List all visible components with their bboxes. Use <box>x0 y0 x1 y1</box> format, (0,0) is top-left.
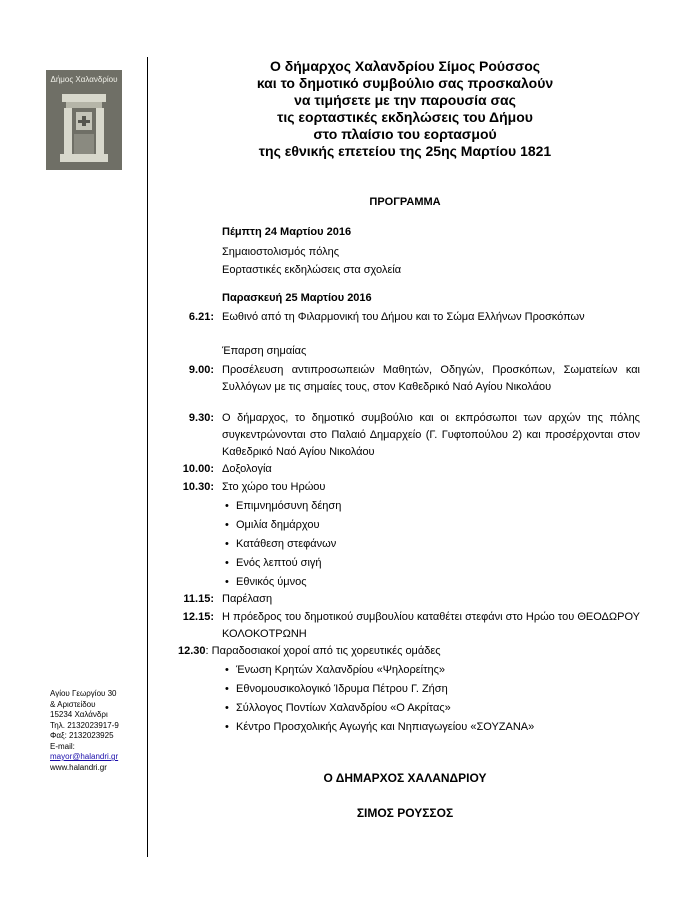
event-desc: Δοξολογία <box>222 463 272 475</box>
event-row <box>150 362 640 396</box>
event-time: 10.00: <box>182 463 214 475</box>
event-row <box>150 479 640 496</box>
event-row <box>150 343 640 360</box>
header-line: στο πλαίσιο του εορτασμού <box>313 126 497 142</box>
ceremony-bullet-list <box>222 497 341 592</box>
bullet-item: • Σύλλογος Ποντίων Χαλανδρίου «Ο Ακρίτας» <box>225 702 451 714</box>
event-time <box>150 343 222 360</box>
invitation-header <box>185 58 625 160</box>
day1-title: Πέμπτη 24 Μαρτίου 2016 <box>222 226 352 238</box>
event-row <box>150 309 640 326</box>
header-line: της εθνικής επετείου της 25ης Μαρτίου 1821 <box>258 143 552 159</box>
monument-icon <box>56 90 112 166</box>
day1-item: Εορταστικές εκδηλώσεις στα σχολεία <box>222 264 402 276</box>
event-desc: : Παραδοσιακοί χοροί από τις χορευτικές ομάδες <box>205 645 441 657</box>
bullet-item: • Εθνομουσικολογικό Ίδρυμα Πέτρου Γ. Ζήση <box>225 683 448 695</box>
event-row <box>150 410 640 461</box>
address-block <box>50 689 119 773</box>
event-time: 11.15: <box>183 593 214 605</box>
event-row <box>150 643 640 660</box>
header-line: τις εορταστικές εκδηλώσεις του Δήμου <box>277 109 533 125</box>
header-line: και το δημοτικό συμβούλιο σας προσκαλούν <box>256 75 554 91</box>
website-text: www.halandri.gr <box>50 762 107 772</box>
event-row <box>150 609 640 643</box>
bullet-item: • Ένωση Κρητών Χαλανδρίου «Ψηλορείτης» <box>225 664 445 676</box>
event-desc: Παρέλαση <box>222 593 273 605</box>
header-line: να τιμήσετε με την παρουσία σας <box>294 92 516 108</box>
event-row <box>150 461 640 478</box>
address-line: & Αριστείδου <box>50 699 96 709</box>
event-time: 9.30: <box>188 412 214 424</box>
address-line: Αγίου Γεωργίου 30 <box>50 689 117 698</box>
event-desc: Προσέλευση αντιπροσωπειών Μαθητών, Οδηγών, Προσκόπων, Σωματείων και Συλλόγων με τις σημαίες τους, στον Καθεδρικό Ναό Αγίου Νικολάου <box>222 364 640 393</box>
email-link[interactable]: mayor@halandri.gr <box>50 752 119 761</box>
event-desc: Η πρόεδρος του δημοτικού συμβουλίου καταθέτει στεφάνι στο Ηρώο του ΘΕΟΔΩΡΟΥ ΚΟΛΟΚΟΤΡΩΝΗ <box>222 611 640 640</box>
event-desc: Εωθινό από τη Φιλαρμονική του Δήμου και το Σώμα Ελλήνων Προσκόπων <box>222 311 585 323</box>
day2-title: Παρασκευή 25 Μαρτίου 2016 <box>222 292 372 304</box>
header-line: Ο δήμαρχος Χαλανδρίου Σίμος Ρούσσος <box>269 58 541 74</box>
event-desc: Στο χώρο του Ηρώου <box>222 481 326 493</box>
signature-title: Ο ΔΗΜΑΡΧΟΣ ΧΑΛΑΝΔΡΙΟΥ <box>323 771 487 785</box>
event-time: 6.21: <box>188 311 214 323</box>
bullet-item: • Κέντρο Προσχολικής Αγωγής και Νηπιαγωγείου «ΣΟΥΖΑΝΑ» <box>225 721 535 733</box>
address-line: 15234 Χαλάνδρι <box>50 710 108 719</box>
bullet-item: • Ενός λεπτού σιγή <box>225 557 322 569</box>
event-desc: Έπαρση σημαίας <box>222 345 307 357</box>
bullet-item: • Κατάθεση στεφάνων <box>225 538 337 550</box>
municipality-logo <box>46 70 122 170</box>
signature-name: ΣΙΜΟΣ ΡΟΥΣΣΟΣ <box>356 806 454 820</box>
event-time: 9.00: <box>188 364 214 376</box>
bullet-item: • Ομιλία δημάρχου <box>225 519 320 531</box>
event-row <box>150 591 640 608</box>
event-time: 12.15: <box>182 611 214 623</box>
fax-line: Φαξ: 2132023925 <box>50 731 114 740</box>
logo-text: Δήμος Χαλανδρίου <box>50 75 118 84</box>
dance-groups-list <box>222 661 534 737</box>
vertical-divider <box>147 57 148 857</box>
event-time: 10.30: <box>182 481 214 493</box>
bullet-item: • Εθνικός ύμνος <box>225 576 307 588</box>
event-desc: Ο δήμαρχος, το δημοτικό συμβούλιο και οι εκπρόσωποι των αρχών της πόλης συγκεντρώνονται στο Παλαιό Δημαρχείο (Γ. Γυφτοπούλου 2) και προσέρχονται στον Καθεδρικό Ναό Αγίου Νικολάου <box>222 412 640 458</box>
email-label: E-mail: <box>50 741 75 751</box>
day1-item: Σημαιοστολισμός πόλης <box>222 246 340 258</box>
program-title: ΠΡΟΓΡΑΜΜΑ <box>369 196 441 208</box>
phone-line: Τηλ. 2132023917-9 <box>50 720 119 730</box>
event-time: 12.30 <box>178 645 206 657</box>
bullet-item: • Επιμνημόσυνη δέηση <box>225 500 342 512</box>
